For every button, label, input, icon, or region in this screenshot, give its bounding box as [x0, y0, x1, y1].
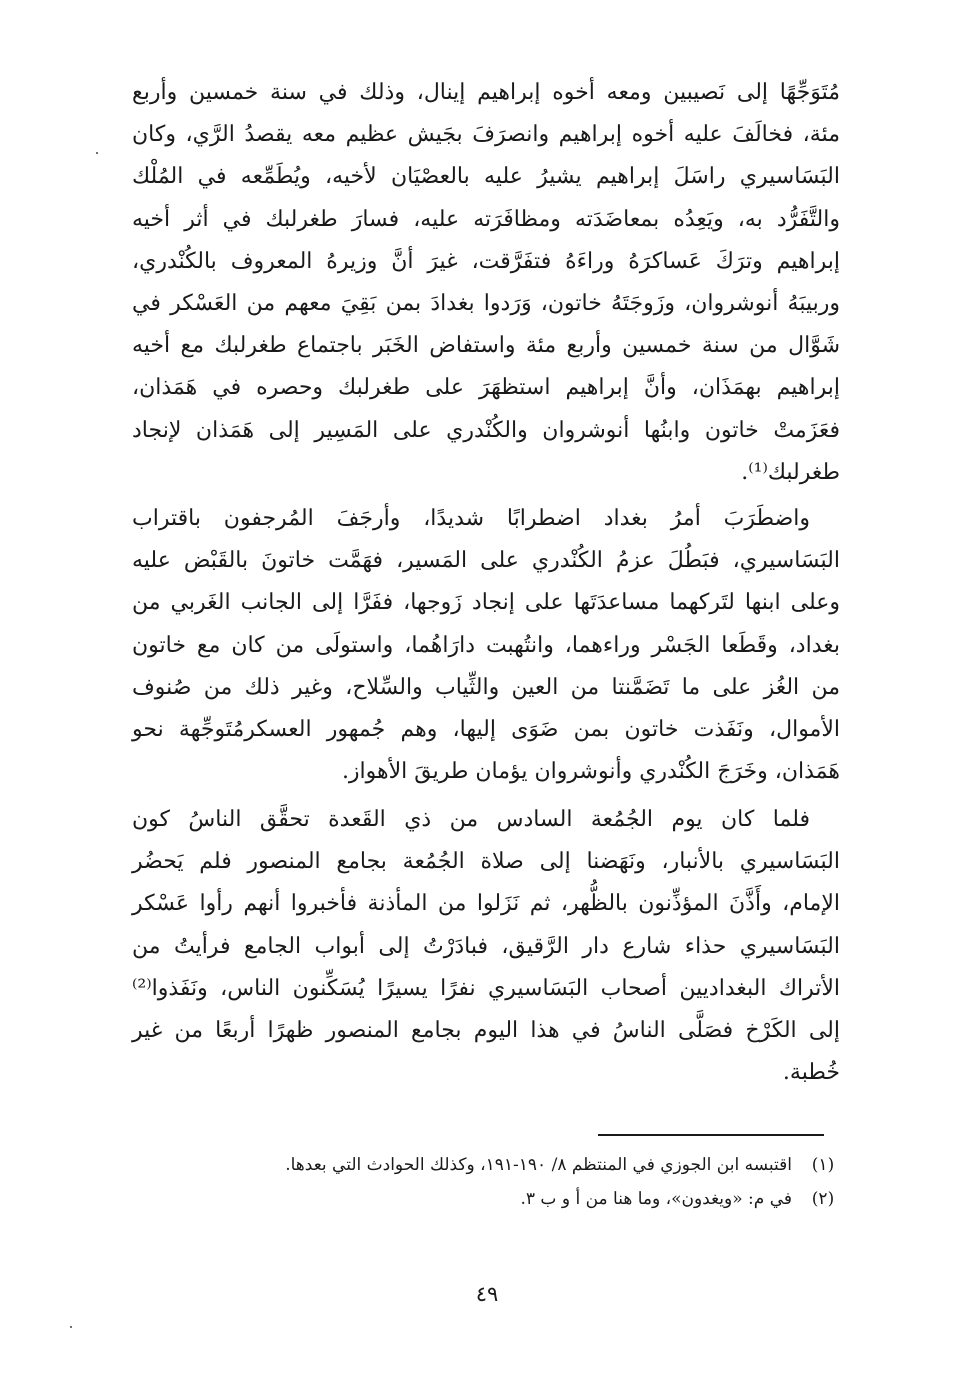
text-line: البَسَاسيري حذاء شارع دار الرَّقيق، فبادَرْتُ إلى أبواب الجامع فرأيتُ من — [132, 933, 840, 959]
text-line: وعلى ابنها لتَركهما مساعدَتَها على إنجاد زَوجها، ففَرَّا إلى الجانب الغَربي من — [132, 590, 840, 616]
text-line: هَمَذان، وخَرَجَ الكُنْدري وأنوشروان يؤمان طريقَ الأهواز. — [341, 759, 840, 785]
footnote-1 — [140, 1148, 840, 1182]
text-line: إلى الكَرْخ فصَلَّى الناسُ في هذا اليوم بجامع المنصور ظهرًا أربعًا من غير — [132, 1017, 840, 1043]
text-line: الإمام، وأَذَّنَ المؤذِّنون بالظُّهر، ثم نَزَلوا من المأذنة فأخبروا أنهم رأوا عَسْكر — [132, 891, 840, 917]
footnote-2 — [140, 1182, 840, 1216]
paragraph-3 — [132, 799, 840, 1094]
text-line: مُتَوَجِّهًا إلى نَصيبين ومعه أخوه إبراهيم إينال، وذلك في سنة خمسين وأربع — [132, 80, 841, 105]
footnote-number: (٢) — [811, 1189, 835, 1209]
footnotes — [140, 1148, 840, 1216]
text-line: واضطَرَبَ أمرُ بغداد اضطرابًا شديدًا، وأرجَفَ المُرجفون باقتراب — [132, 506, 810, 531]
text-line: البَسَاسيري راسَلَ إبراهيم يشيرُ عليه بالعصْيَان لأخيه، ويُطَمِّعه في المُلْك — [132, 164, 840, 190]
paragraph-2 — [132, 498, 840, 793]
text-line: إبراهيم وترَكَ عَساكرَهُ وراءَهُ فتفَرَّقت، غيرَ أنَّ وزيرهُ المعروف بالكُنْدري، — [132, 248, 840, 274]
text-line: فلما كان يوم الجُمُعة السادس من ذي القَعدة تحقَّق الناسُ كون — [132, 807, 810, 832]
text-line: الأموال، ونَفَذت خاتون بمن ضَوَى إليها، وهم جُمهور العسكرمُتَوجِّهة نحو — [132, 716, 840, 742]
text-line: طغرلبك⁽¹⁾. — [741, 459, 840, 485]
scan-speck — [70, 1326, 72, 1328]
footnote-text: في م: «ويغدون»، وما هنا من أ و ب ٣. — [520, 1189, 792, 1209]
text-line: فعَزَمتْ خاتون وابنُها أنوشروان والكُنْدري على المَسِير إلى هَمَذان لإنجاد — [132, 417, 840, 443]
text-line: إبراهيم بهمَذَان، وأنَّ إبراهيم استظهَرَ على طغرلبك وحصره في هَمَذان، — [132, 375, 840, 401]
text-line: خُطبة. — [782, 1060, 840, 1086]
text-line: وربيبَهُ أنوشروان، وزَوجَتَهُ خاتون، وَرَدوا بغدادَ بمن بَقِيَ معهم من العَسْكر في — [132, 290, 841, 316]
scan-speck — [96, 152, 98, 154]
footnote-number: (١) — [811, 1155, 835, 1175]
text-line: مئة، فخالَفَ عليه أخوه إبراهيم وانصرَفَ بجَيش عظيم معه يقصدُ الرَّي، وكان — [132, 122, 840, 148]
text-line: البَسَاسيري، فبَطُلَ عزمُ الكُنْدري على المَسير، فهَمَّت خاتونَ بالقَبْض عليه — [132, 548, 840, 574]
footnote-text: اقتبسه ابن الجوزي في المنتظم ٨/ ١٩٠-١٩١، وكذلك الحوادث التي بعدها. — [285, 1155, 792, 1175]
text-line: من الغُز على ما تَضَمَّنتا من العين والثِّياب والسِّلاح، وغير ذلك من صُنوف — [132, 674, 840, 700]
text-line: والتَّفَرُّد به، ويَعِدُه بمعاضَدَته ومظافَرَته عليه، فسارَ طغرلبك في أثر أخيه — [132, 206, 840, 232]
footnote-divider — [598, 1134, 824, 1136]
text-line: الأتراك البغداديين أصحاب البَسَاسيري نفرًا يسيرًا يُسَكِّنون الناس، ونَفَذوا⁽²⁾ — [132, 975, 840, 1001]
page-number: ٤٩ — [475, 1282, 499, 1306]
text-line: البَسَاسيري بالأنبار، ونَهَضنا إلى صلاة الجُمُعة بجامع المنصور فلم يَحضُر — [132, 849, 840, 875]
paragraph-1 — [132, 72, 840, 494]
text-line: شَوَّال من سنة خمسين وأربع مئة واستفاض الخَبَر باجتماع طغرلبك مع أخيه — [132, 333, 840, 359]
text-line: بغداد، وقَطَعا الجَسْر وراءهما، وانتُهبت دارَاهُما، واستولَى من كان مع خاتون — [132, 632, 840, 658]
